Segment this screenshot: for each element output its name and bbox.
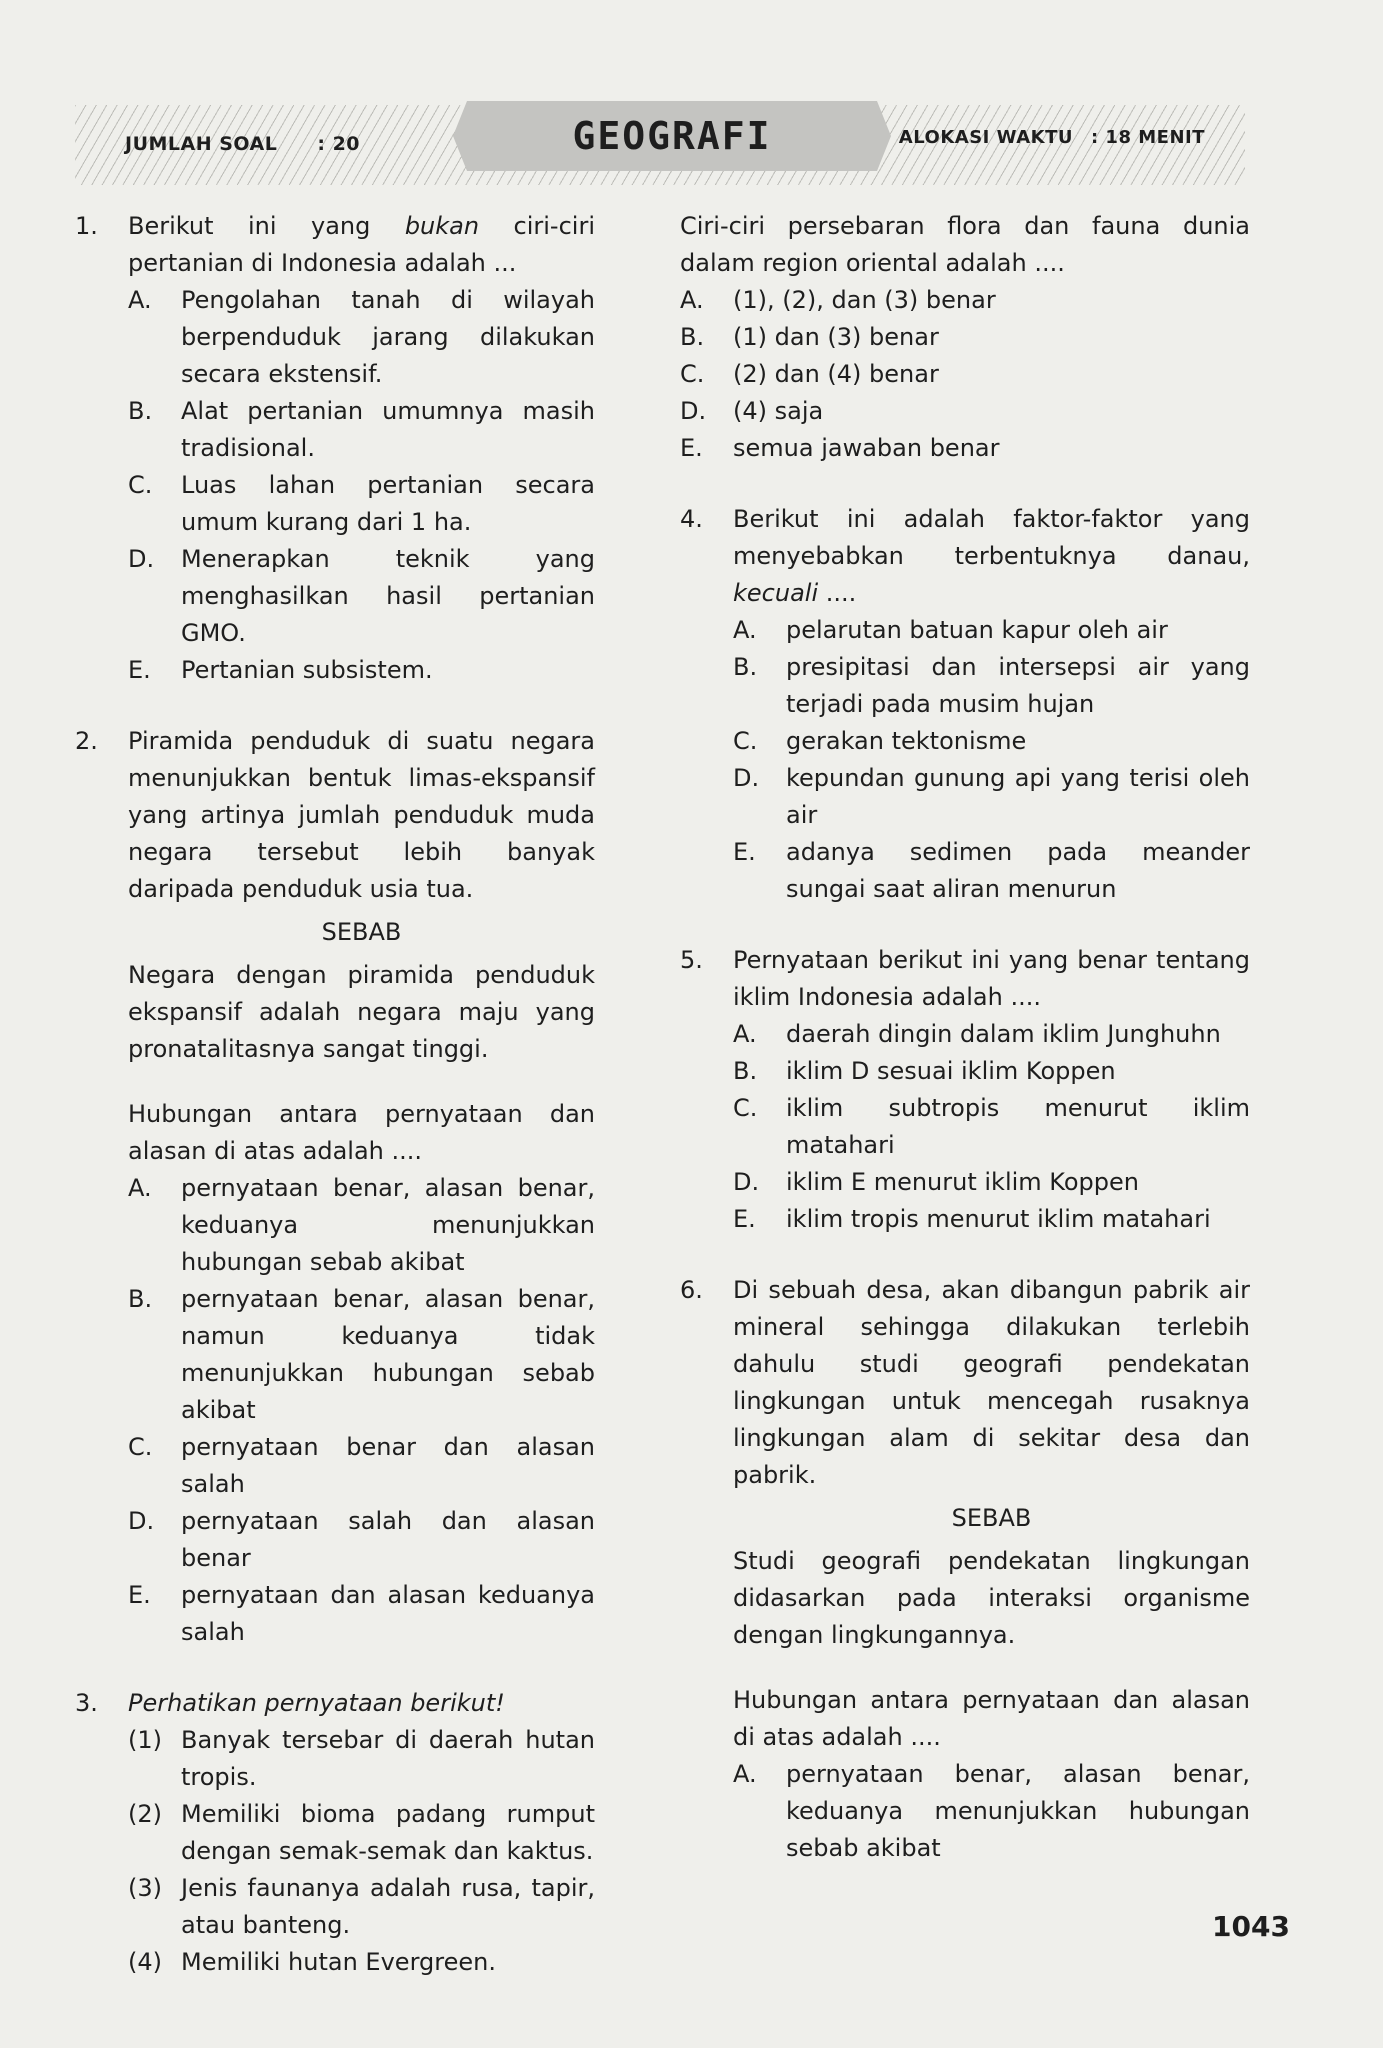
option-list [733, 1756, 1250, 1867]
option-e: E. pernyataan dan alasan keduanya salah [128, 1581, 595, 1646]
option-b: B. presipitasi dan intersepsi air yang terjadi pada musim hujan [733, 653, 1250, 718]
statement-4: (4) Memiliki hutan Evergreen. [128, 1948, 496, 1976]
option-list [733, 612, 1250, 908]
question-6 [680, 1272, 1250, 1867]
question-number: 1. [75, 212, 98, 240]
question-statement: Di sebuah desa, akan dibangun pabrik air mineral sehingga dilakukan terlebih dahulu studi geografi pendekatan lingkungan untuk mencegah rusaknya lingkungan alam di sekitar desa dan pabrik. [733, 1276, 1250, 1489]
option-d: D. Menerapkan teknik yang menghasilkan hasil pertanian GMO. [128, 545, 595, 647]
statement-1: (1) Banyak tersebar di daerah hutan tropis. [128, 1726, 595, 1791]
option-c: C. Luas lahan pertanian secara umum kurang dari 1 ha. [128, 471, 595, 536]
option-a: A. pernyataan benar, alasan benar, keduanya menunjukkan hubungan sebab akibat [733, 1760, 1250, 1862]
right-column [680, 208, 1250, 1867]
statement-3: (3) Jenis faunanya adalah rusa, tapir, atau banteng. [128, 1874, 595, 1939]
question-reason: Studi geografi pendekatan lingkungan didasarkan pada interaksi organisme dengan lingkungannya. [733, 1547, 1250, 1649]
statement-list [128, 1722, 595, 1981]
question-number: 6. [680, 1276, 703, 1304]
question-count [125, 133, 360, 155]
option-c: C. iklim subtropis menurut iklim matahari [733, 1094, 1250, 1159]
page-number: 1043 [1212, 1910, 1290, 1943]
option-d: D. iklim E menurut iklim Koppen [733, 1168, 1139, 1196]
statement-2: (2) Memiliki bioma padang rumput dengan semak-semak dan kaktus. [128, 1800, 595, 1865]
option-e: E. semua jawaban benar [680, 434, 1000, 462]
question-number: 2. [75, 727, 98, 755]
time-allocation-value: : 18 MENIT [1090, 127, 1205, 148]
page-header [75, 105, 1245, 185]
question-count-label: JUMLAH SOAL [125, 133, 278, 155]
option-list [128, 282, 595, 689]
question-4 [680, 501, 1250, 908]
option-d: D. (4) saja [680, 397, 824, 425]
option-b: B. (1) dan (3) benar [680, 323, 939, 351]
option-e: E. Pertanian subsistem. [128, 656, 433, 684]
question-prompt: Hubungan antara pernyataan dan alasan di atas adalah .... [733, 1686, 1250, 1751]
question-stem: Perhatikan pernyataan berikut! [128, 1689, 505, 1717]
option-list [680, 282, 1250, 467]
option-a: A. pernyataan benar, alasan benar, keduanya menunjukkan hubungan sebab akibat [128, 1174, 595, 1276]
question-number: 4. [680, 505, 703, 533]
question-reason: Negara dengan piramida penduduk ekspansif adalah negara maju yang pronatalitasnya sangat tinggi. [128, 961, 595, 1063]
option-a: A. pelarutan batuan kapur oleh air [733, 616, 1168, 644]
option-d: D. kepundan gunung api yang terisi oleh air [733, 764, 1250, 829]
option-b: B. pernyataan benar, alasan benar, namun keduanya tidak menunjukkan hubungan sebab akibat [128, 1285, 595, 1424]
question-count-value: : 20 [317, 133, 361, 155]
option-c: C. pernyataan benar dan alasan salah [128, 1433, 595, 1498]
question-1 [75, 208, 595, 689]
question-3 [75, 1685, 595, 1981]
question-prompt: Hubungan antara pernyataan dan alasan di atas adalah .... [128, 1100, 595, 1165]
time-allocation [899, 127, 1205, 148]
option-a: A. daerah dingin dalam iklim Junghuhn [733, 1020, 1221, 1048]
question-2 [75, 723, 595, 1651]
option-list [128, 1170, 595, 1651]
time-allocation-label: ALOKASI WAKTU [898, 127, 1073, 148]
question-5 [680, 942, 1250, 1238]
sebab-label: SEBAB [321, 918, 402, 946]
option-c: C. (2) dan (4) benar [680, 360, 939, 388]
option-d: D. pernyataan salah dan alasan benar [128, 1507, 595, 1572]
left-column [75, 208, 595, 1981]
option-e: E. adanya sedimen pada meander sungai saat aliran menurun [733, 838, 1250, 903]
option-a: A. (1), (2), dan (3) benar [680, 286, 996, 314]
question-stem: Berikut ini yang bukan ciri-ciri pertanian di Indonesia adalah ... [128, 212, 595, 277]
option-b: B. Alat pertanian umumnya masih tradisional. [128, 397, 595, 462]
option-a: A. Pengolahan tanah di wilayah berpenduduk jarang dilakukan secara ekstensif. [128, 286, 595, 388]
option-list [733, 1016, 1250, 1238]
subject-title: GEOGRAFI [467, 101, 877, 171]
question-prompt: Ciri-ciri persebaran flora dan fauna dunia dalam region oriental adalah .... [680, 212, 1250, 277]
option-c: C. gerakan tektonisme [733, 727, 1027, 755]
question-statement: Piramida penduduk di suatu negara menunjukkan bentuk limas-ekspansif yang artinya jumlah penduduk muda negara tersebut lebih banyak daripada penduduk usia tua. [128, 727, 595, 903]
option-e: E. iklim tropis menurut iklim matahari [733, 1205, 1211, 1233]
question-number: 5. [680, 946, 703, 974]
question-stem: Berikut ini adalah faktor-faktor yang menyebabkan terbentuknya danau, kecuali .... [733, 505, 1250, 607]
question-3-continued [680, 208, 1250, 467]
question-stem: Pernyataan berikut ini yang benar tentang iklim Indonesia adalah .... [733, 946, 1250, 1011]
question-number: 3. [75, 1689, 98, 1717]
sebab-label: SEBAB [951, 1504, 1032, 1532]
option-b: B. iklim D sesuai iklim Koppen [733, 1057, 1116, 1085]
